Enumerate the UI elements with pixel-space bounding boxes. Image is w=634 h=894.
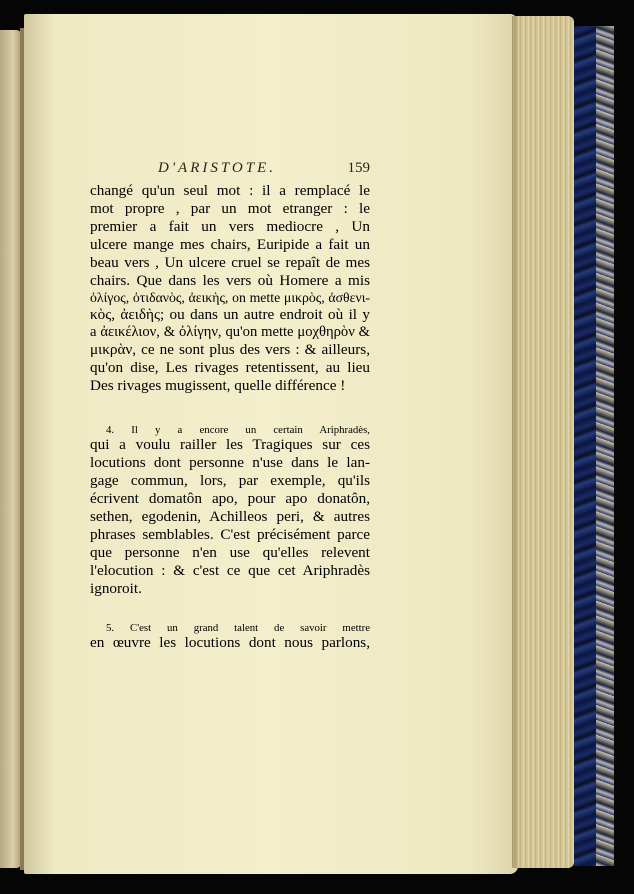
page-number: 159 <box>347 160 370 176</box>
text-line: sethen, egodenin, Achilleos peri, & autres <box>90 508 370 525</box>
paragraph-1 <box>90 182 370 395</box>
running-head-title: D'ARISTOTE. <box>158 160 277 176</box>
text-line: locutions dont personne n'use dans le lan- <box>90 454 370 471</box>
text-line: phrases semblables. C'est précisément parce <box>90 526 370 543</box>
text-line: l'elocution : & c'est ce que cet Ariphradès <box>90 562 370 579</box>
text-line: μικρὰν, ce ne sont plus des vers : & ailleurs, <box>90 341 370 358</box>
text-line: ὀλίγος, ὀτιδανὸς, ἀεικὴς, on mette μικρὸς, ἀσθενι- <box>90 290 370 305</box>
text-line: a ἀεικέλιον, & ὀλίγην, qu'on mette μοχθηρὸν & <box>90 324 370 340</box>
marbled-cover-pattern <box>596 26 614 866</box>
text-line: κὸς, ἀειδὴς; ou dans un autre endroit où il y <box>90 306 370 323</box>
text-line: ulcere mange mes chairs, Euripide a fait un <box>90 236 370 253</box>
text-line: chairs. Que dans les vers où Homere a mis <box>90 272 370 289</box>
text-line: en œuvre les locutions dont nous parlons, <box>90 634 370 651</box>
page-edges <box>512 16 574 868</box>
text-line: premier a fait un vers mediocre , Un <box>90 218 370 235</box>
text-line: mot propre , par un mot etranger : le <box>90 200 370 217</box>
running-head <box>158 160 370 180</box>
paragraph-3 <box>90 622 370 652</box>
page-edge-shadow <box>512 16 520 868</box>
text-line: gage commun, lors, par exemple, qu'ils <box>90 472 370 489</box>
text-line: ignoroit. <box>90 580 142 597</box>
text-line: beau vers , Un ulcere cruel se repaît de mes <box>90 254 370 271</box>
text-line: Des rivages mugissent, quelle différence ! <box>90 377 346 394</box>
paragraph-2 <box>90 424 370 598</box>
text-line: changé qu'un seul mot : il a remplacé le <box>90 182 370 199</box>
text-line: qui a voulu railler les Tragiques sur ces <box>90 436 370 453</box>
text-line: 4. Il y a encore un certain Ariphradès, <box>106 424 370 436</box>
text-line: 5. C'est un grand talent de savoir mettre <box>106 622 370 634</box>
text-line: qu'on dise, Les rivages retentissent, au lieu <box>90 359 370 376</box>
left-page-edge <box>0 30 22 868</box>
text-line: écrivent domatôn apo, pour apo donatôn, <box>90 490 370 507</box>
text-line: que personne n'en use qu'elles relevent <box>90 544 370 561</box>
